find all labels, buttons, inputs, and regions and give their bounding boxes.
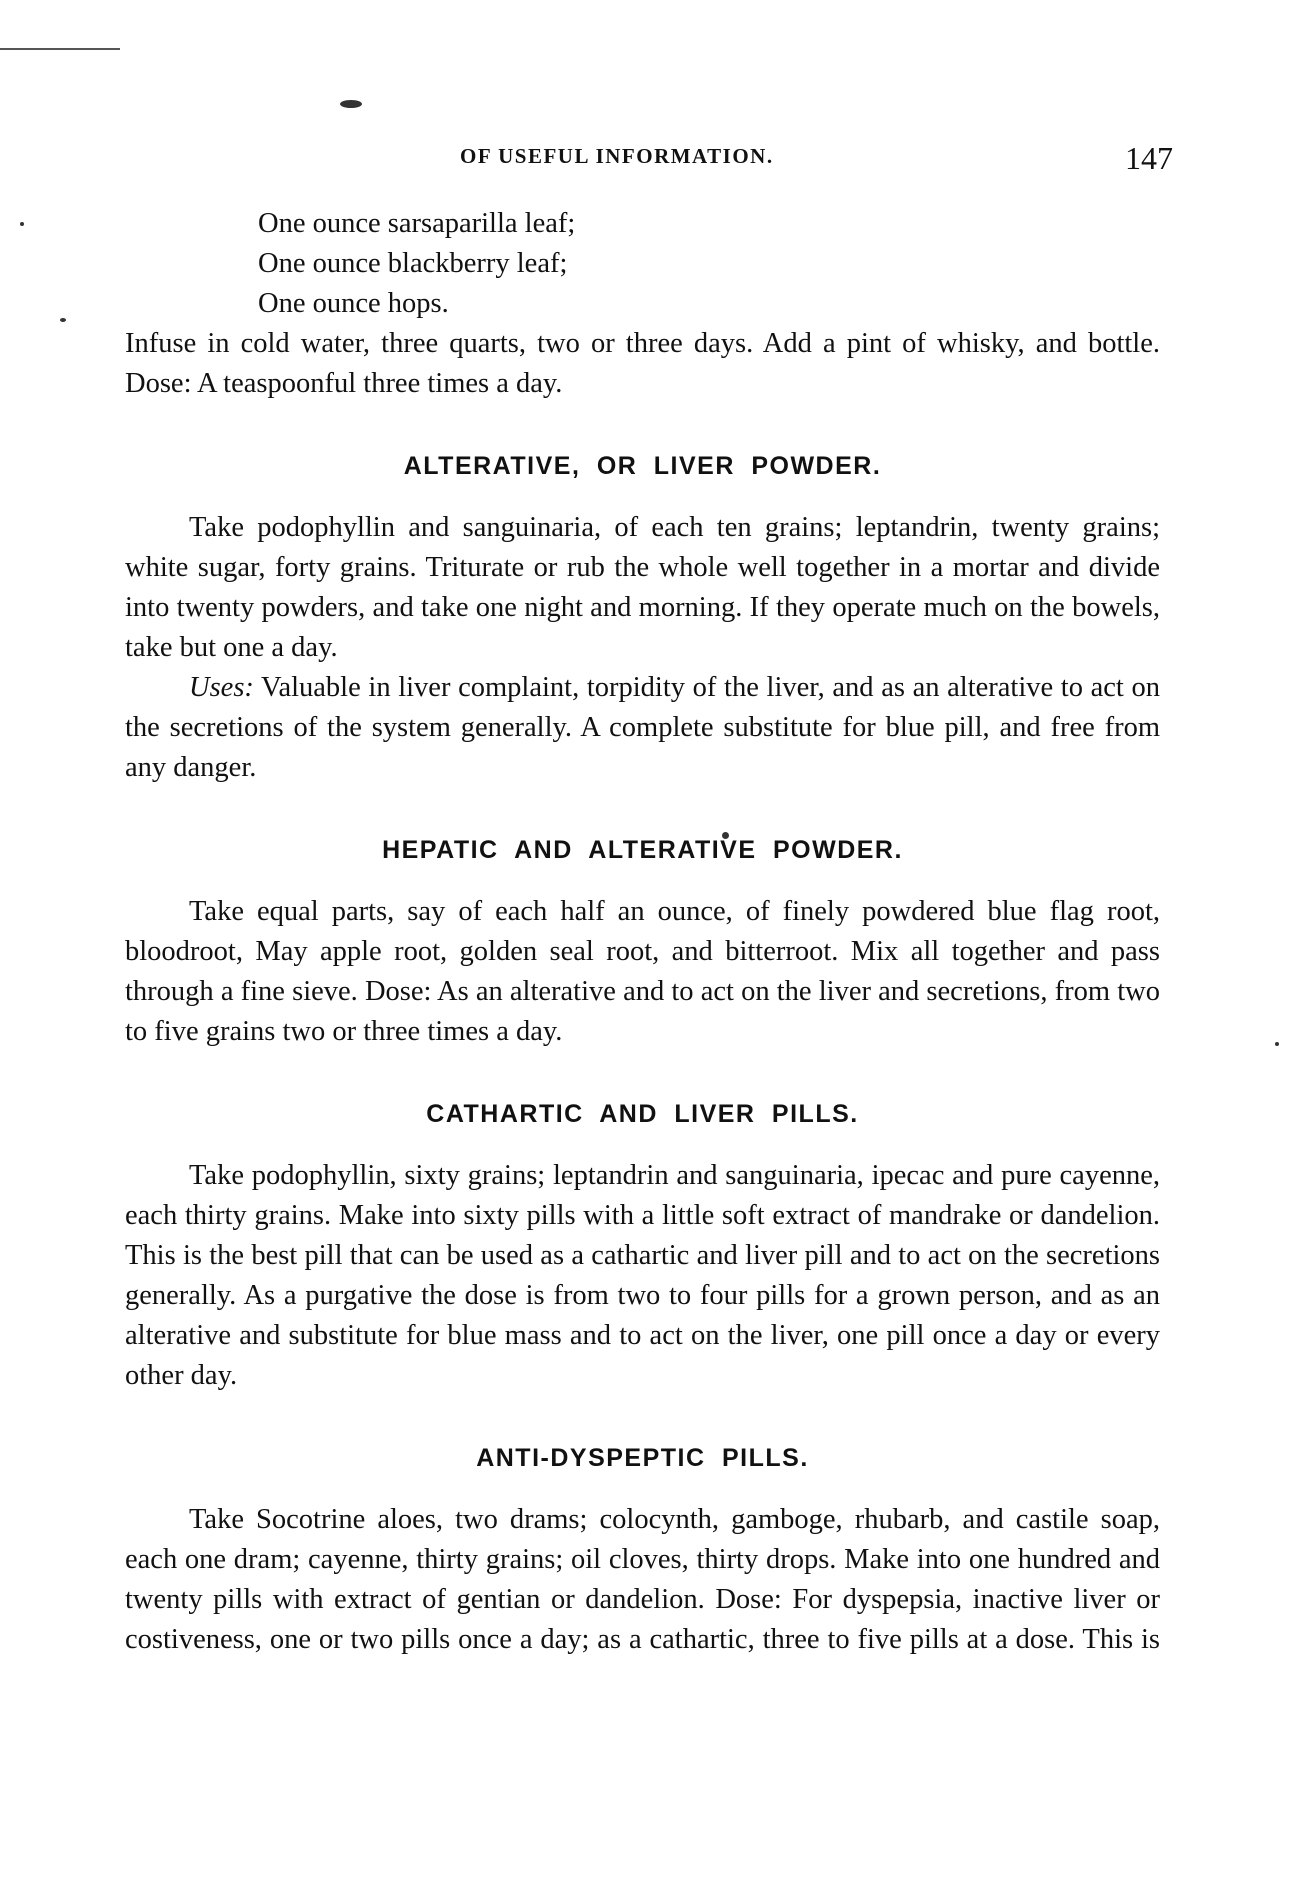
running-title: OF USEFUL INFORMATION. bbox=[460, 144, 774, 168]
section-heading-anti-dyspeptic-pills: ANTI-DYSPEPTIC PILLS. bbox=[476, 1444, 809, 1472]
section-paragraph: Take podophyllin, sixty grains; leptandrin and sanguinaria, ipecac and pure cayenne, each thirty grains. Make into sixty pills with a little soft extract of mandrake or dandelion. This is the best pill that can be used as a cathartic and liver pill and to act on the secretions generally. As a purgative the dose is from two to four pills for a grown person, and as an alterative and substitute for blue mass and to act on the liver, one pill once a day or every other day. bbox=[125, 1160, 1160, 1391]
ingredient-line: One ounce blackberry leaf; bbox=[258, 248, 568, 279]
section-paragraph: Take podophyllin and sanguinaria, of each ten grains; leptandrin, twenty grains; white sugar, forty grains. Triturate or rub the whole well together in a mortar and divide into twenty powders, and take one night and morning. If they operate much on the bowels, take but one a day. bbox=[125, 512, 1160, 663]
uses-label: Uses: bbox=[189, 672, 254, 703]
scan-mark-top-left bbox=[0, 48, 120, 50]
page-number: 147 bbox=[1125, 140, 1173, 176]
running-header bbox=[0, 140, 1296, 176]
ingredient-list bbox=[125, 204, 1160, 324]
section-paragraph: Take equal parts, say of each half an ounce, of finely powdered blue flag root, bloodroot, May apple root, golden seal root, and bitterroot. Mix all together and pass through a fine sieve. Dose: As an alterative and to act on the liver and secretions, from two to five grains two or three times a day. bbox=[125, 896, 1160, 1047]
infusion-instructions: Infuse in cold water, three quarts, two or three days. Add a pint of whisky, and bottle. Dose: A teaspoonful three times a day. bbox=[125, 328, 1160, 399]
scan-speck bbox=[1275, 1042, 1279, 1046]
uses-paragraph bbox=[125, 668, 1160, 788]
ingredient-line: One ounce hops. bbox=[258, 288, 449, 319]
uses-text: Valuable in liver complaint, torpidity of the liver, and as an alterative to act on the secretions of the system generally. A complete substitute for blue pill, and free from any danger. bbox=[125, 672, 1160, 783]
body-text bbox=[125, 204, 1160, 1660]
section-heading-cathartic-liver-pills: CATHARTIC AND LIVER PILLS. bbox=[426, 1100, 859, 1128]
section-paragraph: Take Socotrine aloes, two drams; colocynth, gamboge, rhubarb, and castile soap, each one dram; cayenne, thirty grains; oil cloves, thirty drops. Make into one hundred and twenty pills with extract of gentian or dandelion. Dose: For dyspepsia, inactive liver or costiveness, one or two pills once a day; as a cathartic, three to five pills at a dose. This is bbox=[125, 1504, 1160, 1655]
section-heading-alterative-liver-powder: ALTERATIVE, OR LIVER POWDER. bbox=[403, 452, 882, 480]
scan-speck bbox=[20, 222, 24, 226]
section-heading-hepatic-alterative-powder: HEPATIC AND ALTERATIVE POWDER. bbox=[382, 836, 903, 864]
ingredient-line: One ounce sarsaparilla leaf; bbox=[258, 208, 576, 239]
scan-speck bbox=[340, 100, 362, 108]
scan-speck bbox=[60, 318, 66, 322]
